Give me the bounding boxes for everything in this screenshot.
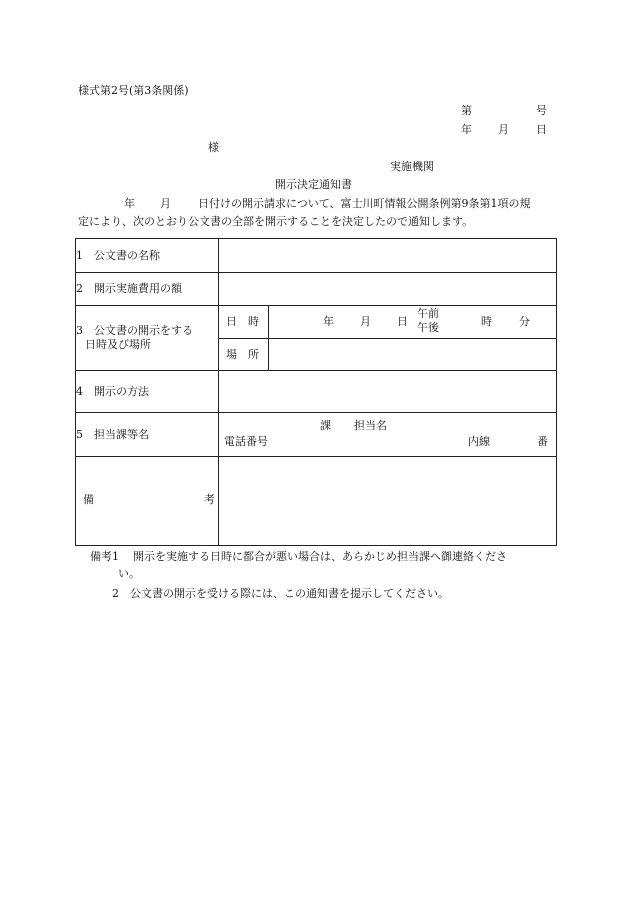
note2-number: 2 [112, 587, 119, 600]
intro-line1: 日付けの開示請求について、富士川町情報公開条例第9条第1項の規 [198, 197, 531, 210]
row4-label [76, 371, 219, 413]
intro-month: 月 [160, 197, 171, 210]
doc-number-prefix: 第 [461, 104, 472, 117]
datetime-label: 日 時 [226, 315, 259, 328]
row5-label [76, 413, 219, 457]
contact-number-suffix: 番 [537, 435, 548, 448]
dt-day: 日 [397, 315, 408, 328]
table-row [76, 457, 557, 546]
note1-number: 1 [112, 550, 119, 563]
notice-table [75, 238, 557, 546]
table-row [76, 273, 557, 306]
schedule-label-line1: 3 公文書の開示をする [76, 324, 193, 337]
remarks-value [219, 457, 557, 546]
table-row [76, 306, 557, 339]
form-number: 様式第2号(第3条関係) [78, 84, 189, 97]
row2-label [76, 273, 219, 306]
place-label-cell [219, 339, 269, 371]
contact-value [219, 413, 557, 457]
document-title: 開示決定通知書 [275, 178, 352, 191]
note1-line2: い。 [118, 567, 140, 580]
contact-section: 課 [320, 419, 331, 432]
note2-text: 公文書の開示を受ける際には、この通知書を提示してください。 [130, 587, 449, 600]
remarks-label-right: 考 [204, 493, 215, 506]
remarks-label-cell [76, 457, 219, 546]
issuer: 実施機関 [390, 160, 434, 173]
dt-pm: 午後 [417, 321, 439, 334]
remarks-label-left: 備 [83, 493, 94, 506]
row3-label [76, 306, 219, 371]
dt-year: 年 [323, 315, 334, 328]
intro-year: 年 [124, 197, 135, 210]
doc-number-suffix: 号 [536, 104, 547, 117]
row1-label [76, 239, 219, 273]
contact-label: 5 担当課等名 [76, 427, 149, 441]
dt-month: 月 [360, 315, 371, 328]
place-value [269, 339, 557, 371]
intro-line2: 定により、次のとおり公文書の全部を開示することを決定したので通知します。 [78, 215, 474, 228]
document-name-value [219, 239, 557, 273]
schedule-label-line2: 日時及び場所 [85, 338, 151, 351]
date-year: 年 [461, 123, 472, 136]
addressee-suffix: 様 [208, 141, 219, 154]
contact-extension: 内線 [468, 435, 490, 448]
place-label: 場 所 [226, 347, 259, 361]
dt-am: 午前 [417, 307, 439, 320]
dt-hour: 時 [481, 315, 492, 328]
date-day: 日 [536, 123, 547, 136]
method-label: 4 開示の方法 [76, 384, 149, 398]
note1-line1: 開示を実施する日時に都合が悪い場合は、あらかじめ担当課へ御連絡くださ [133, 550, 507, 563]
contact-person: 担当名 [354, 419, 387, 432]
fee-label: 2 開示実施費用の額 [76, 282, 182, 295]
dt-minute: 分 [519, 315, 530, 328]
method-value [219, 371, 557, 413]
datetime-label-cell [219, 306, 269, 339]
table-row [76, 371, 557, 413]
notes-label: 備考1 [90, 550, 119, 563]
date-month: 月 [498, 123, 509, 136]
document-name-label: 1 公文書の名称 [76, 248, 160, 262]
contact-phone: 電話番号 [224, 435, 268, 448]
fee-value [219, 273, 557, 306]
table-row [76, 239, 557, 273]
table-row [76, 413, 557, 457]
datetime-value [269, 306, 557, 339]
